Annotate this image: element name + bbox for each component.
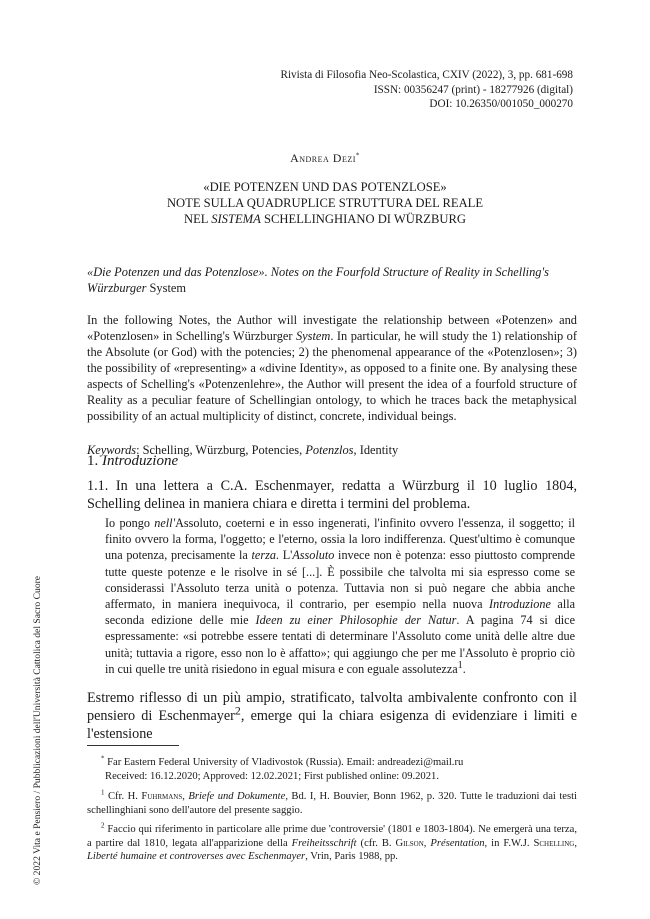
quote-b: Assoluto, coeterni e in esso ingenerati, l'infinito ovvero l'essenza, il soggetto; il finito ovvero la forma, l'oggetto; e l'eterno, ossia la loro indifferenza. Quest'ultimo è comunque una potenza, precisamente la bbox=[105, 516, 576, 563]
title-line-1: «DIE POTENZEN UND DAS POTENZLOSE» bbox=[203, 180, 447, 194]
footnote-ref-2[interactable]: 2 bbox=[234, 703, 241, 718]
keywords-label: Keywords bbox=[87, 443, 137, 457]
footnote-2-f: , Vrin, Paris 1988, pp. bbox=[305, 851, 398, 863]
abstract bbox=[87, 312, 577, 424]
journal-citation: Rivista di Filosofia Neo-Scolastica, CXIV (2022), 3, pp. 681-698 bbox=[280, 69, 573, 81]
author-name: Andrea Dezi bbox=[290, 151, 356, 165]
footnote-1 bbox=[87, 790, 577, 817]
footnote-divider bbox=[87, 745, 179, 746]
author-line bbox=[0, 151, 650, 166]
footnote-1-marker: 1 bbox=[101, 788, 105, 797]
quote-d: invece non è potenza: esso piuttosto comprende tutte queste potenze e le risolve in sé [...]. È possibile che talvolta mi sia espresso come se considerassi l'Assoluto terza unità o potenza. Tuttavia non si può negare che abbia anche affermato, in maniera inequivoca, il contrario, per esempio nella nuova bbox=[105, 548, 575, 612]
copyright-sidebar: © 2022 Vita e Pensiero / Pubblicazioni dell'Università Cattolica del Sacro Cuore bbox=[32, 575, 43, 885]
section-title: Introduzione bbox=[102, 453, 179, 469]
article-title bbox=[0, 179, 650, 227]
keywords-italic: Potenzlos bbox=[305, 443, 354, 457]
footnote-2-a: Faccio qui riferimento in particolare alle prime due 'controversie' (1801 e 1803-1804). Ne emergerà una terza, a partire dal 1810, legata all'apparizione della bbox=[87, 824, 577, 849]
body2-b: , emerge qui la chiara esigenza di evidenziare i limiti e l'estensione bbox=[87, 708, 578, 742]
abstract-part-2: . In particular, he will study the 1) relationship of the Absolute (or God) with the potencies; 2) the phenomenal appearance of the «Potenzlosen»; 3) the possibility of «representing» a «divine Identity», as opposed to a finite one. By analysing these aspects of Schelling's «Potenzenlehre», the Author will present the idea of a fourfold structure of Reality as a peculiar feature of Schellingian ontology, to which he traces back the metaphysical possibility of an actual multiplicity of distinct, concrete, individual beings. bbox=[87, 329, 578, 423]
block-quote bbox=[105, 515, 575, 677]
footnote-2-work-1: Freiheitsschrift bbox=[291, 837, 357, 849]
footnote-2-work-2: Présentation bbox=[430, 837, 485, 849]
body-paragraph-2 bbox=[87, 689, 577, 743]
footnote-author bbox=[87, 756, 577, 783]
footnote-1-a: Cfr. H. bbox=[104, 791, 142, 802]
footnote-2-marker: 2 bbox=[101, 821, 105, 830]
footnote-1-c: , Bd. I, H. Bouvier, Bonn 1962, p. 320. Tutte le traduzioni dai testi schellinghiani sono dell'autore del presente saggio. bbox=[87, 791, 577, 816]
author-footnote-marker: * bbox=[355, 151, 360, 160]
title-line-3-post: SCHELLINGHIANO DI WÜRZBURG bbox=[260, 212, 466, 226]
keywords-b: , Identity bbox=[353, 443, 399, 457]
quote-d-italic: Introduzione bbox=[489, 597, 551, 612]
footnote-2-work-3: Liberté humaine et controverses avec Eschenmayer bbox=[87, 851, 306, 863]
quote-g: . bbox=[462, 661, 466, 676]
title-line-2: NOTE SULLA QUADRUPLICE STRUTTURA DEL REALE bbox=[166, 196, 484, 210]
footnote-2-b: (cfr. B. bbox=[356, 837, 396, 849]
quote-e-italic: Ideen zu einer Philosophie der Natur bbox=[255, 613, 457, 628]
body-paragraph-1: 1.1. In una lettera a C.A. Eschenmayer, redatta a Würzburg il 10 luglio 1804, Schelling delinea in maniera chiara e diretta i termini del problema. bbox=[87, 478, 577, 512]
footnote-2 bbox=[87, 823, 577, 864]
keywords-a: : Schelling, Würzburg, Potencies, bbox=[136, 443, 306, 457]
body2-a: Estremo riflesso di un più ampio, stratificato, talvolta ambivalente confronto con il pensiero di Eschenmayer bbox=[87, 690, 577, 724]
english-title-italic: «Die Potenzen und das Potenzlose». Notes on the Fourfold Structure of Reality in Schelling's Würzburger bbox=[87, 265, 549, 295]
footnote-star-marker: * bbox=[101, 754, 105, 763]
section-number: 1. bbox=[87, 453, 102, 469]
english-title bbox=[87, 264, 577, 296]
abstract-part-1: In the following Notes, the Author will investigate the relationship between «Potenzen» and «Potenzlosen» in Schelling's Würzburger bbox=[87, 313, 577, 343]
footnote-star-a: Far Eastern Federal University of Vladivostok (Russia). Email: andreadezi@mail.ru bbox=[104, 757, 464, 768]
footnote-2-author-2: Schelling bbox=[533, 837, 575, 849]
quote-a: Io pongo bbox=[105, 516, 155, 530]
quote-e: alla seconda edizione delle mie bbox=[105, 597, 575, 628]
footnote-2-d: , in F.W.J. bbox=[484, 837, 534, 849]
footnote-1-b: , bbox=[182, 791, 189, 802]
quote-b-italic: terza bbox=[251, 548, 276, 563]
journal-header bbox=[280, 68, 573, 112]
quote-a-italic: nell' bbox=[154, 516, 176, 530]
footnote-star-b: Received: 16.12.2020; Approved: 12.02.2021; First published online: 09.2021. bbox=[105, 770, 439, 782]
quote-c: . L' bbox=[275, 548, 293, 563]
english-title-roman: System bbox=[146, 281, 187, 295]
title-line-3 bbox=[0, 211, 650, 227]
quote-c-italic: Assoluto bbox=[292, 548, 335, 563]
section-heading bbox=[87, 453, 178, 470]
footnote-2-e: , bbox=[574, 837, 577, 849]
abstract-italic: System bbox=[295, 329, 331, 343]
footnote-ref-1[interactable]: 1 bbox=[457, 659, 463, 671]
footnote-2-c: , bbox=[423, 837, 431, 849]
footnote-1-work: Briefe und Dokumente bbox=[188, 791, 286, 802]
journal-issn: ISSN: 00356247 (print) - 18277926 (digital) bbox=[373, 83, 573, 96]
footnote-1-author: Fuhrmans bbox=[141, 791, 183, 802]
title-line-3-pre: NEL bbox=[184, 212, 212, 226]
journal-doi: DOI: 10.26350/001050_000270 bbox=[429, 98, 573, 110]
footnote-2-author-1: Gilson bbox=[395, 837, 424, 849]
quote-f: . A pagina 74 si dice espressamente: «si potrebbe essere tentati di determinare l'Assoluto come unità delle altre due unità; tuttavia a rigore, esso non lo è affatto»; qui aggiungo che per me l'Assoluto è proprio ciò in cui quelle tre unità risiedono in egual misura e con eguale assolutezza bbox=[105, 613, 576, 676]
title-line-3-italic: SISTEMA bbox=[211, 212, 261, 226]
